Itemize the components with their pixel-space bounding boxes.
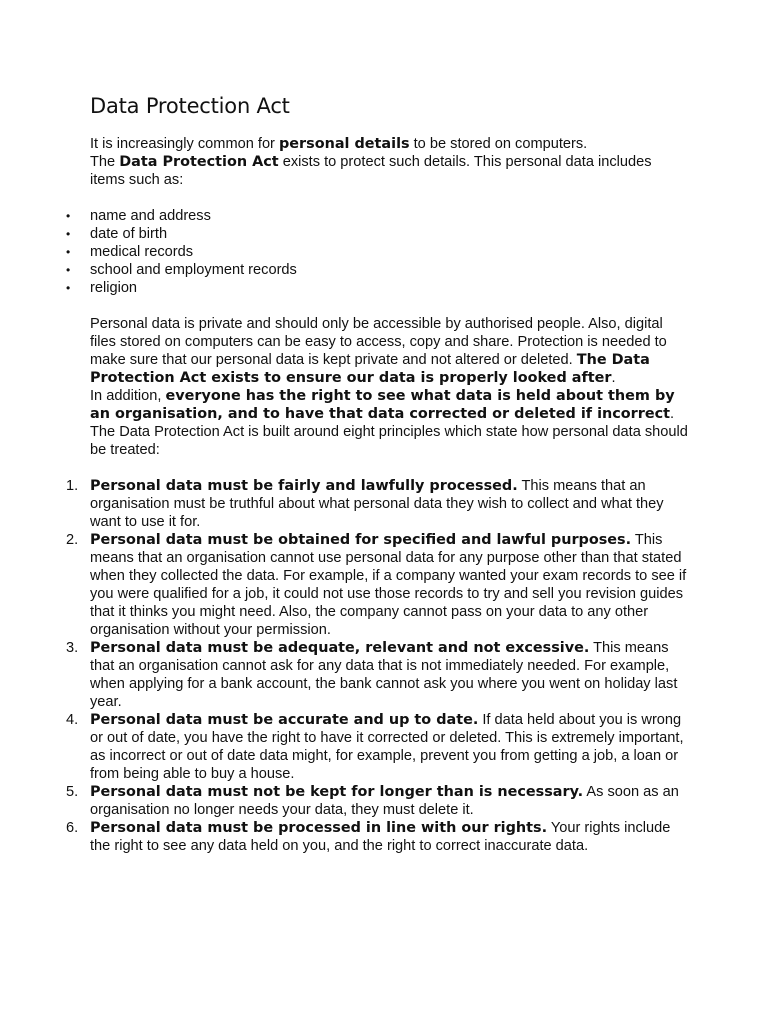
paragraph-bold: The Data Protection Act exists to ensure our data is properly looked after bbox=[90, 352, 650, 386]
principle-heading: Personal data must not be kept for longer than is necessary. bbox=[90, 784, 584, 800]
principle-number: 5. bbox=[66, 784, 79, 800]
document-page bbox=[66, 92, 690, 855]
list-item: • date of birth bbox=[90, 225, 690, 243]
principle-text: This means that an organisation cannot use personal data for any purpose other than that stated when they collected the data. For example, if a company wanted your exam records to see if you were qualified for a job, it could not use those records to try and sell you revision guides that it thinks you might need. Also, the company cannot pass on your data to any other organisation without your permission. bbox=[90, 532, 687, 638]
intro-text: The bbox=[90, 154, 120, 170]
principle-item bbox=[66, 711, 690, 783]
principle-item bbox=[66, 477, 690, 531]
paragraph-text: . bbox=[670, 406, 675, 422]
paragraph-text: Personal data is private and should only be accessible by authorised people. Also, digital files stored on computers can be easy to access, copy and share. Protection is needed to make sure that our personal data is kept private and not altered or deleted. bbox=[90, 316, 667, 368]
spacer bbox=[90, 459, 690, 477]
principle-text: As soon as an organisation no longer needs your data, they must delete it. bbox=[90, 784, 679, 818]
spacer bbox=[90, 189, 690, 207]
list-item: • medical records bbox=[90, 243, 690, 261]
list-item: • religion bbox=[90, 279, 690, 297]
intro-bold-act-name: Data Protection Act bbox=[119, 154, 279, 170]
paragraph-text: In addition, bbox=[90, 388, 166, 404]
page-title: Data Protection Act bbox=[90, 94, 290, 118]
principle-number: 4. bbox=[66, 712, 79, 728]
list-item: • school and employment records bbox=[90, 261, 690, 279]
intro-text: It is increasingly common for bbox=[90, 136, 279, 152]
principle-item bbox=[66, 639, 690, 711]
principle-text: This means that an organisation must be truthful about what personal data they wish to collect and what they want to use it for. bbox=[90, 478, 664, 530]
paragraph-principles-intro: The Data Protection Act is built around eight principles which state how personal data should be treated: bbox=[90, 424, 688, 458]
principle-text: Your rights include the right to see any data held on you, and the right to correct inaccurate data. bbox=[90, 820, 671, 854]
data-items-list bbox=[90, 207, 690, 297]
principle-number: 6. bbox=[66, 820, 79, 836]
list-item: • name and address bbox=[90, 207, 690, 225]
intro-line-1 bbox=[90, 135, 690, 153]
principle-item bbox=[66, 531, 690, 639]
intro-text: exists to protect such details. This personal data includes items such as: bbox=[90, 154, 652, 188]
principle-number: 2. bbox=[66, 532, 79, 548]
paragraph-privacy bbox=[90, 315, 690, 387]
principle-heading: Personal data must be obtained for specified and lawful purposes. bbox=[90, 532, 632, 548]
principle-text: If data held about you is wrong or out of date, you have the right to have it corrected or deleted. This is extremely important, as incorrect or out of date data might, for example, prevent you from getting a job, a loan or from being able to buy a house. bbox=[90, 712, 684, 782]
intro-bold-personal-details: personal details bbox=[278, 136, 410, 152]
principle-item bbox=[66, 783, 690, 819]
principle-heading: Personal data must be processed in line with our rights. bbox=[90, 820, 548, 836]
principle-number: 3. bbox=[66, 640, 79, 656]
intro-text: to be stored on computers. bbox=[409, 136, 588, 152]
principle-heading: Personal data must be accurate and up to date. bbox=[90, 712, 479, 728]
spacer bbox=[90, 297, 690, 315]
paragraph-text: . bbox=[611, 370, 616, 386]
principle-text: This means that an organisation cannot ask for any data that is not immediately needed. For example, when applying for a bank account, the bank cannot ask you where you went on holiday last year. bbox=[90, 640, 678, 710]
principle-heading: Personal data must be adequate, relevant and not excessive. bbox=[90, 640, 590, 656]
paragraph-bold: everyone has the right to see what data is held about them by an organisation, and to have that data corrected or deleted if incorrect bbox=[90, 388, 675, 422]
paragraph-rights bbox=[90, 387, 690, 423]
intro-line-2 bbox=[90, 153, 690, 189]
principle-heading: Personal data must be fairly and lawfully processed. bbox=[90, 478, 518, 494]
principle-item bbox=[66, 819, 690, 855]
principles-list bbox=[66, 477, 690, 855]
principle-number: 1. bbox=[66, 478, 79, 494]
